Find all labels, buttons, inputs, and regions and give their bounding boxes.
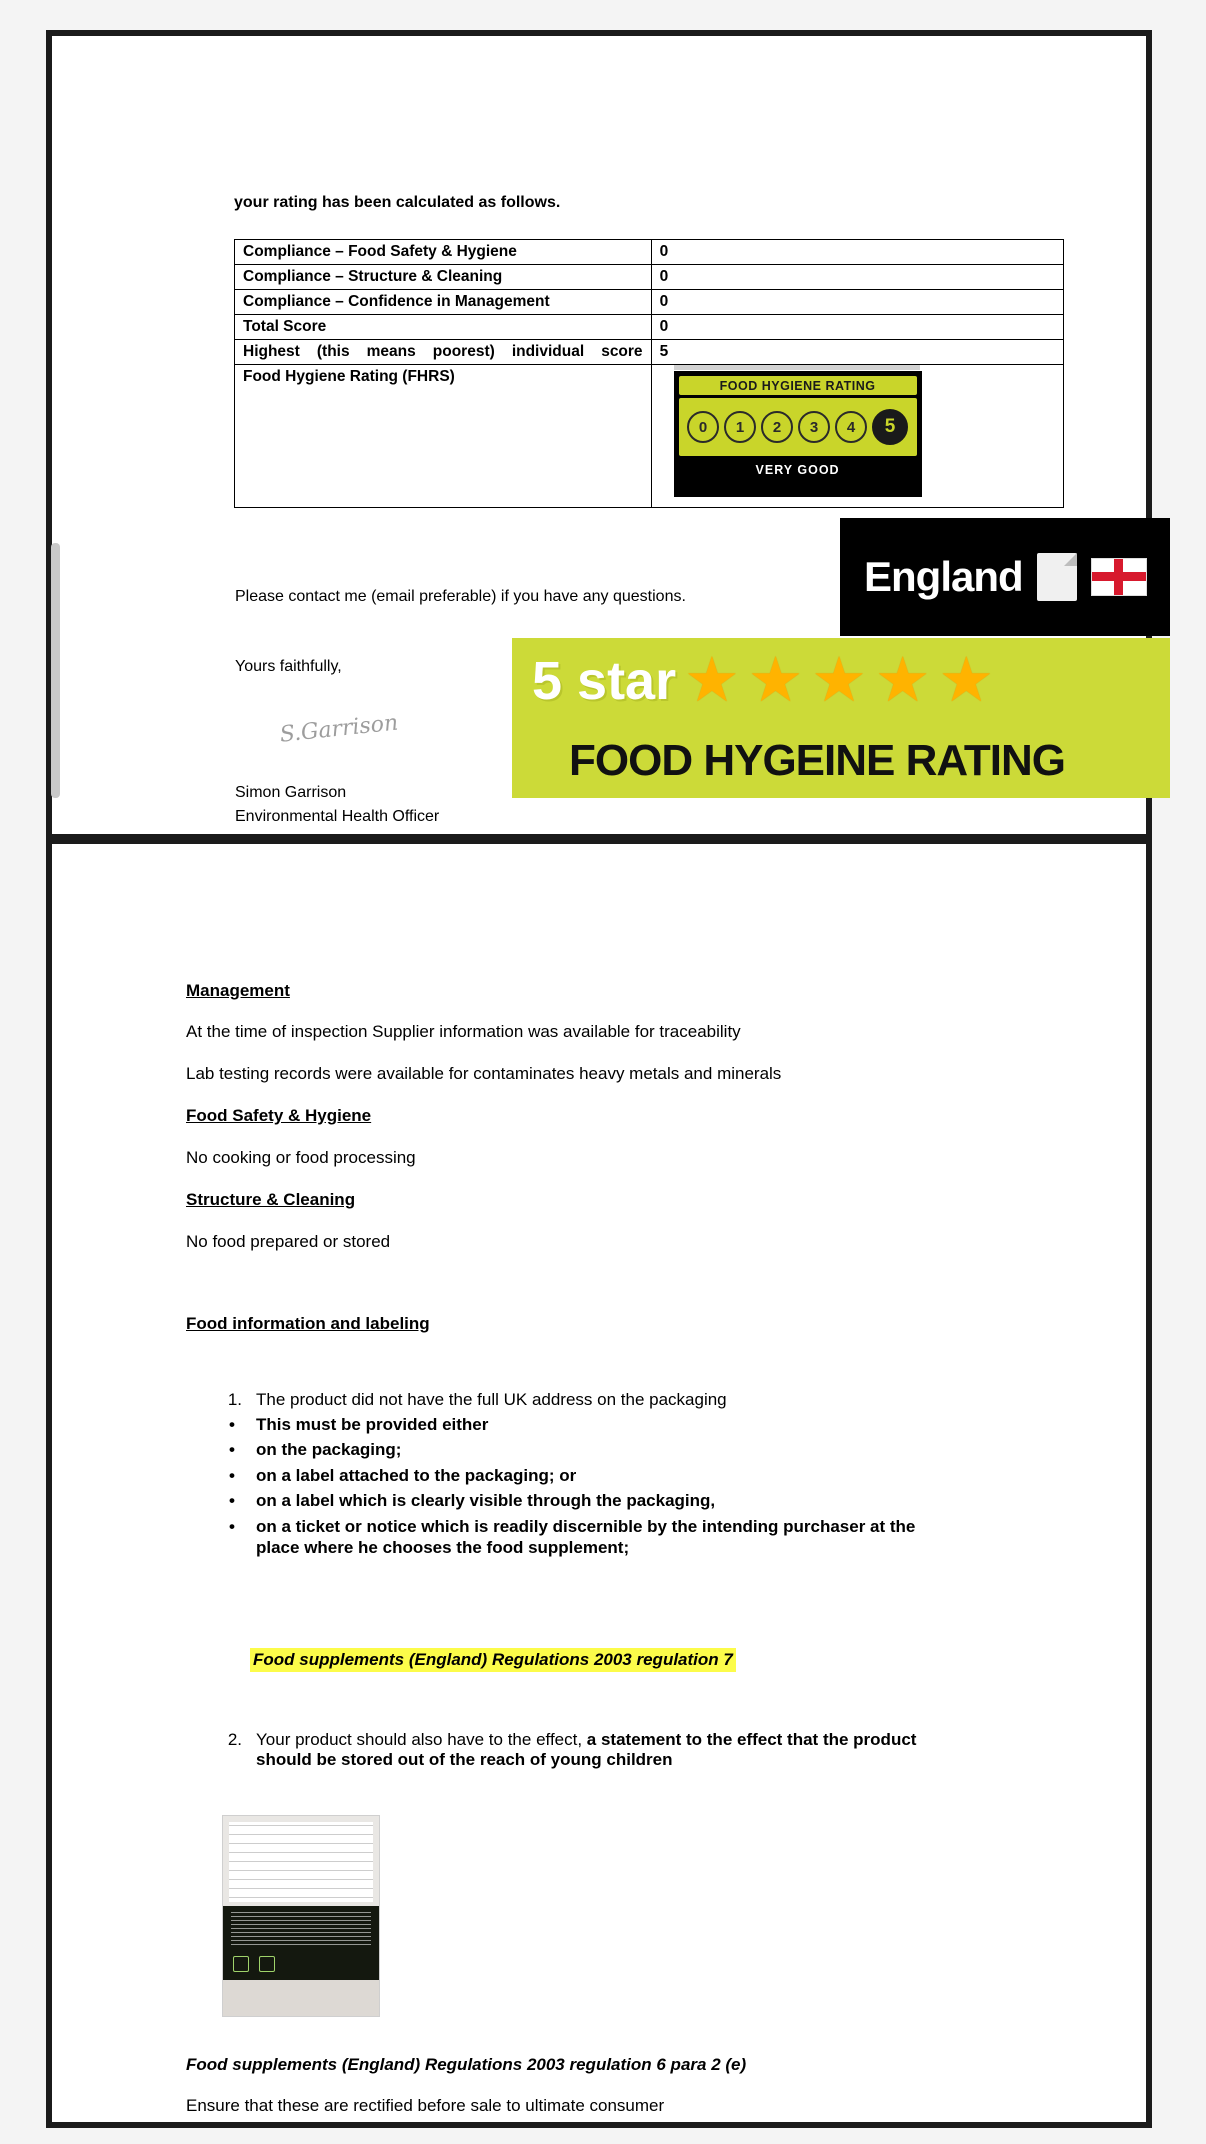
fhrs-scale [679,398,917,456]
star-icon: ★ [747,646,804,715]
table-row [235,240,1064,265]
list-item [222,1516,982,1559]
photo-paper-bottom [223,1980,379,2016]
row-value: 0 [651,265,1063,290]
row-value: 0 [651,315,1063,340]
packaging-photo [222,1815,380,2017]
row-label: Highest (this means poorest) individual score [235,340,652,365]
list-item [222,1490,982,1511]
banner-headline: 5 star [532,651,677,711]
scrollbar[interactable] [51,543,60,798]
bullet-icon: • [229,1491,235,1511]
signature-image: S.Garrison [278,710,400,748]
bullet-text: on a label which is clearly visible through the packaging, [256,1491,716,1511]
list-number: 1. [227,1390,242,1409]
score-table [234,239,1064,508]
food-safety-paragraph: No cooking or food processing [186,1148,416,1167]
bin-icon [259,1956,275,1972]
fhrs-score-selected: 5 [872,409,908,445]
regulation-6-text: Food supplements (England) Regulations 2003 regulation 6 para 2 (e) [186,2055,747,2074]
bullet-icon: • [229,1516,235,1536]
bullet-icon: • [229,1415,235,1434]
bullet-icon: • [229,1440,235,1460]
table-row [235,315,1064,340]
bullet-text: on a ticket or notice which is readily discernible by the intending purchaser at the place where he chooses the food supplement; [256,1516,916,1558]
item2-lead: Your product should also have to the effect, [256,1730,587,1749]
row-label: Total Score [235,315,652,340]
england-flag-icon [1091,558,1147,596]
row-label: Compliance – Confidence in Management [235,290,652,315]
item2-bold: a statement to the effect that the product should be stored out of the reach of young children [256,1730,917,1769]
numbered-list-item-2 [222,1730,982,1774]
closing-text: Ensure that these are rectified before sale to ultimate consumer [186,2096,665,2115]
table-row [235,290,1064,315]
signer-name: Simon Garrison [235,784,347,801]
recycle-icon [233,1956,249,1972]
management-paragraph-2: Lab testing records were available for contaminates heavy metals and minerals [186,1064,782,1083]
row-label: Food Hygiene Rating (FHRS) [235,365,652,508]
table-row [235,340,1064,365]
row-value: 0 [651,240,1063,265]
heading-management: Management [186,981,290,1000]
banner-top-row [512,638,1170,724]
row-value: 5 [651,340,1063,365]
numbered-list [222,1390,982,1562]
regulation-7-highlight: Food supplements (England) Regulations 2003 regulation 7 [250,1648,736,1672]
list-item [222,1730,982,1770]
bullet-icon: • [229,1465,235,1485]
heading-food-information: Food information and labeling [186,1314,430,1333]
photo-paper [229,1822,373,1902]
star-icon: ★ [874,646,931,715]
photo-package-text [231,1912,371,1948]
sign-off: Yours faithfully, [235,658,342,675]
list-text: The product did not have the full UK address on the packaging [256,1390,727,1409]
fhrs-title: FOOD HYGIENE RATING [679,376,917,395]
bullet-text: This must be provided either [256,1415,489,1434]
list-item [222,1390,982,1410]
table-row [235,365,1064,508]
fhrs-score-3: 3 [798,411,830,443]
management-paragraph-1: At the time of inspection Supplier information was available for traceability [186,1022,741,1041]
signer-role: Environmental Health Officer [235,808,440,825]
star-icon: ★ [938,646,995,715]
fhrs-badge-cell [651,365,1063,508]
table-row [235,265,1064,290]
bullet-text: on a label attached to the packaging; or [256,1465,577,1485]
photo-package [223,1906,379,1980]
list-number: 2. [227,1730,242,1749]
england-label: England [864,553,1023,600]
heading-structure: Structure & Cleaning [186,1190,356,1209]
star-icon: ★ [811,646,867,715]
row-label: Compliance – Structure & Cleaning [235,265,652,290]
document-icon [1037,553,1077,601]
photo-package-icons [233,1956,275,1972]
list-item [222,1465,982,1486]
bullet-text: on the packaging; [256,1440,402,1460]
england-overlay [840,518,1170,636]
fhrs-badge [674,371,922,497]
list-text [256,1730,976,1770]
fhrs-score-1: 1 [724,411,756,443]
heading-food-safety: Food Safety & Hygiene [186,1106,372,1125]
fhrs-score-4: 4 [835,411,867,443]
row-value: 0 [651,290,1063,315]
bullet-list [222,1414,982,1558]
structure-paragraph: No food prepared or stored [186,1232,391,1251]
row-label: Compliance – Food Safety & Hygiene [235,240,652,265]
fhrs-score-0: 0 [687,411,719,443]
fhrs-score-2: 2 [761,411,793,443]
five-star-banner [512,638,1170,798]
list-item [222,1439,982,1460]
badge-shadow [674,365,920,370]
star-icon: ★ [684,646,740,715]
fhrs-caption: VERY GOOD [755,463,840,477]
banner-subhead: FOOD HYGEINE RATING [512,724,1122,798]
list-item [222,1414,982,1435]
page1-lead-text: your rating has been calculated as follows. [234,194,561,211]
contact-paragraph: Please contact me (email preferable) if you have any questions. [235,588,686,605]
